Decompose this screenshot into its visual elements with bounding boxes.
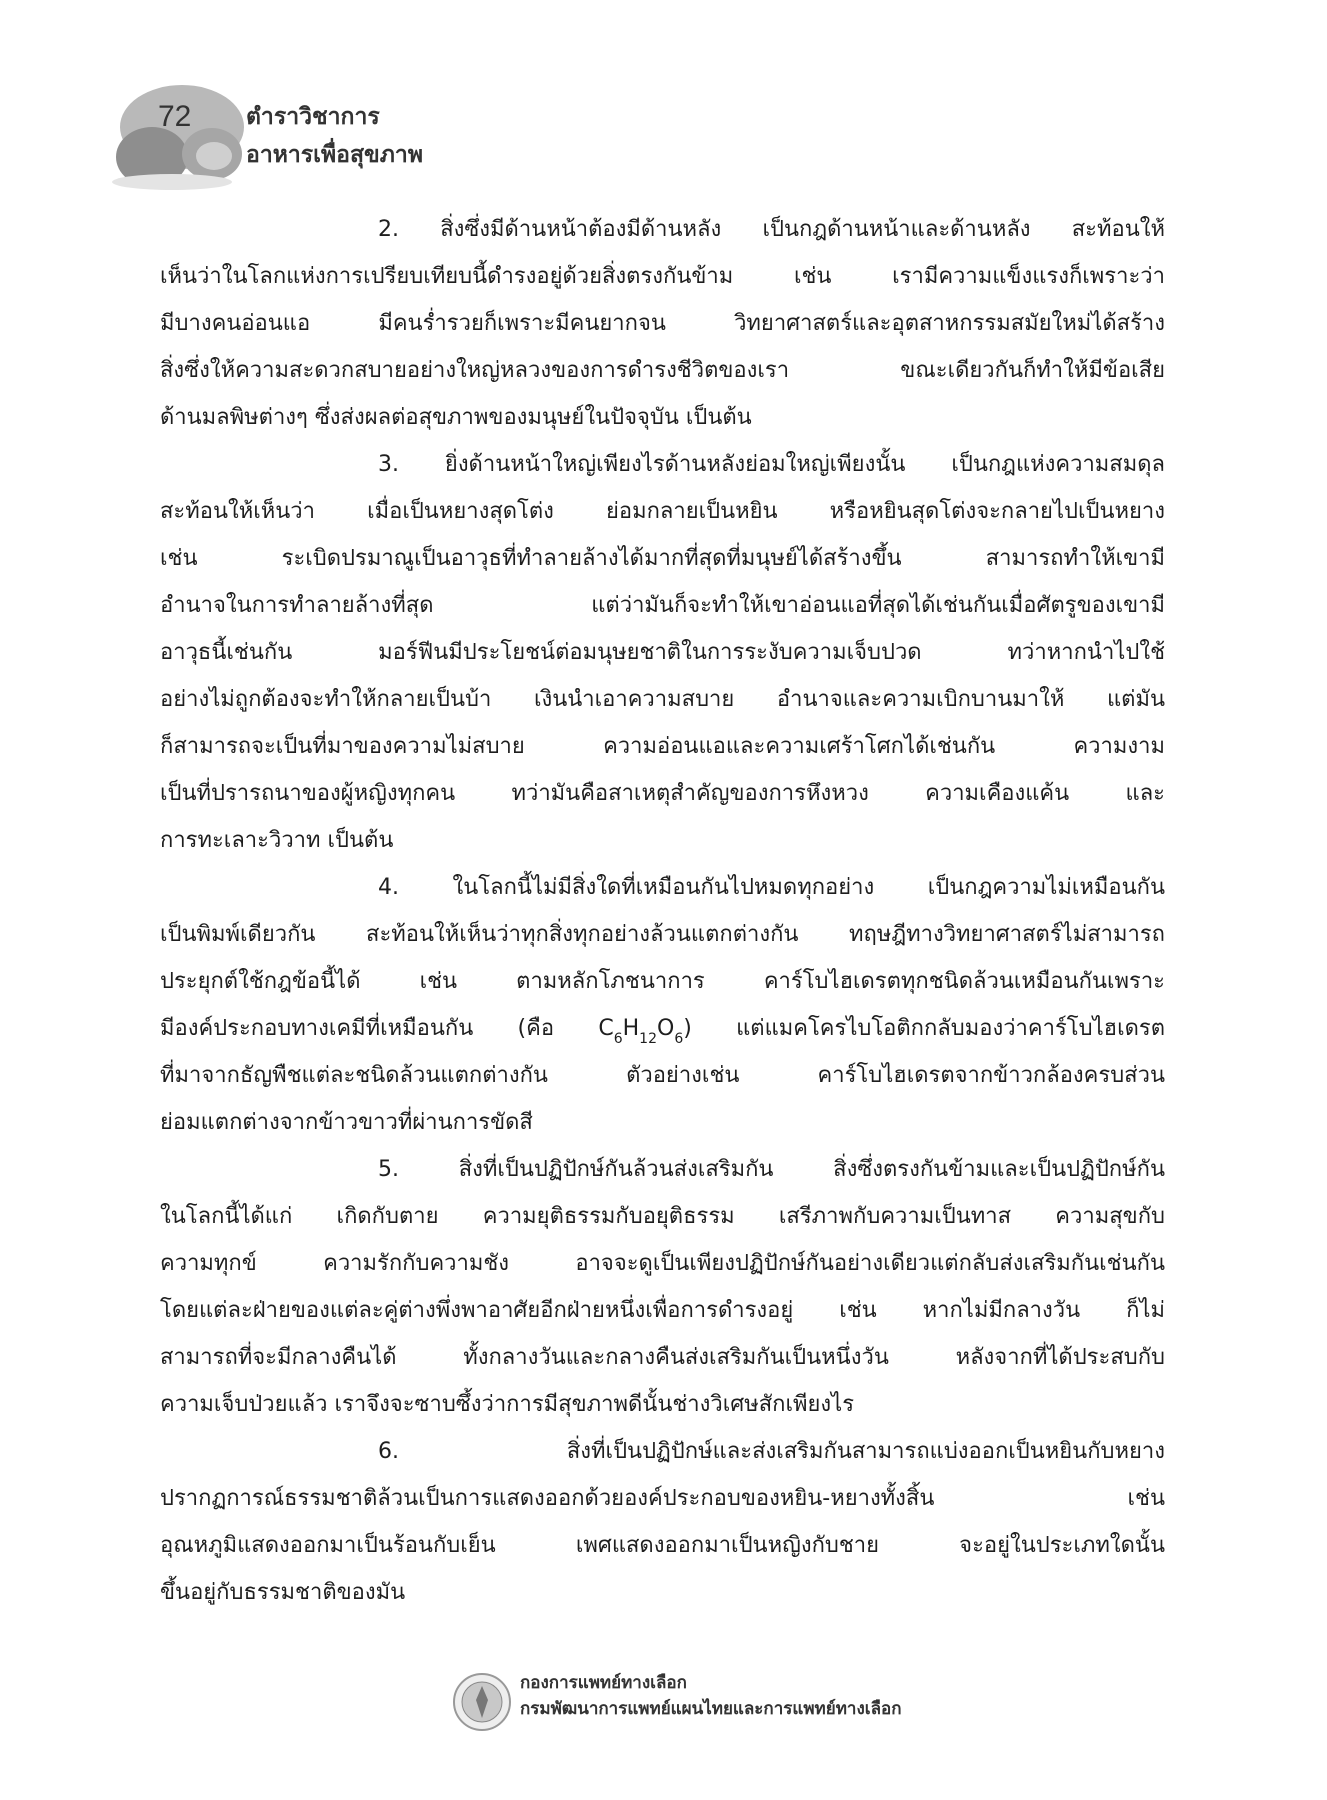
text-line: ปรากฏการณ์ธรรมชาติล้วนเป็นการแสดงออกด้วยองค์ประกอบของหยิน-หยางทั้งสิ้น เช่น [160,1486,1165,1511]
text-line: อาวุธนี้เช่นกัน มอร์ฟีนมีประโยชน์ต่อมนุษยชาติในการระงับความเจ็บปวด ทว่าหากนำไปใช้ [160,640,1165,665]
book-title-line2: อาหารเพื่อสุขภาพ [246,142,423,168]
formula-sub: 6 [674,1031,684,1047]
text-line: การทะเลาะวิวาท เป็นต้น [160,828,394,853]
text-line: เป็นที่ปรารถนาของผู้หญิงทุกคน ทว่ามันคือสาเหตุสำคัญของการหึงหวง ความเคืองแค้น และ [160,781,1165,806]
paragraph-2 [160,206,1165,441]
paragraph-3 [160,441,1165,864]
text-line-formula [160,1005,1165,1052]
text-line: มีบางคนอ่อนแอ มีคนร่ำรวยก็เพราะมีคนยากจน วิทยาศาสตร์และอุตสาหกรรมสมัยใหม่ได้สร้าง [160,311,1165,336]
book-title [246,98,423,174]
text-line: ขึ้นอยู่กับธรรมชาติของมัน [160,1580,406,1605]
text-line: ความเจ็บป่วยแล้ว เราจึงจะซาบซึ้งว่าการมีสุขภาพดีนั้นช่างวิเศษสักเพียงไร [160,1392,855,1417]
text-line: ในโลกนี้ได้แก่ เกิดกับตาย ความยุติธรรมกับอยุติธรรม เสรีภาพกับความเป็นทาส ความสุขกับ [160,1204,1165,1229]
formula-sub: 12 [639,1031,657,1047]
tomato-illustration-icon [112,82,247,192]
text-line: 4. ในโลกนี้ไม่มีสิ่งใดที่เหมือนกันไปหมดทุกอย่าง เป็นกฎความไม่เหมือนกัน [378,875,1165,900]
text-line: 5. สิ่งที่เป็นปฏิปักษ์กันล้วนส่งเสริมกัน สิ่งซึ่งตรงกันข้ามและเป็นปฏิปักษ์กัน [378,1157,1165,1182]
text-line: สิ่งซึ่งให้ความสะดวกสบายอย่างใหญ่หลวงของการดำรงชีวิตของเรา ขณะเดียวกันก็ทำให้มีข้อเสีย [160,358,1165,383]
text-line: เช่น ระเบิดปรมาณูเป็นอาวุธที่ทำลายล้างได้มากที่สุดที่มนุษย์ได้สร้างขึ้น สามารถทำให้เขามี [160,546,1165,571]
body-text [160,206,1165,1616]
paragraph-6 [160,1428,1165,1616]
text-line: อย่างไม่ถูกต้องจะทำให้กลายเป็นบ้า เงินนำเอาความสบาย อำนาจและความเบิกบานมาให้ แต่มัน [160,687,1165,712]
footer-line2: กรมพัฒนาการแพทย์แผนไทยและการแพทย์ทางเลือก [520,1699,902,1719]
text-line: โดยแต่ละฝ่ายของแต่ละคู่ต่างพึ่งพาอาศัยอีกฝ่ายหนึ่งเพื่อการดำรงอยู่ เช่น หากไม่มีกลางวัน ก็ไม่ [160,1298,1165,1323]
text-line: อำนาจในการทำลายล้างที่สุด แต่ว่ามันก็จะทำให้เขาอ่อนแอที่สุดได้เช่นกันเมื่อศัตรูของเขามี [160,593,1165,618]
paragraph-4 [160,864,1165,1146]
paragraph-5 [160,1146,1165,1428]
formula-atom: O [656,1016,675,1041]
text-line: สามารถที่จะมีกลางคืนได้ ทั้งกลางวันและกลางคืนส่งเสริมกันเป็นหนึ่งวัน หลังจากที่ได้ประสบกับ [160,1345,1165,1370]
text-line: ย่อมแตกต่างจากข้าวขาวที่ผ่านการขัดสี [160,1110,533,1135]
formula-before: มีองค์ประกอบทางเคมีที่เหมือนกัน (คือ C [160,1016,614,1041]
text-line: ความทุกข์ ความรักกับความชัง อาจจะดูเป็นเพียงปฏิปักษ์กันอย่างเดียวแต่กลับส่งเสริมกันเช่นกัน [160,1251,1165,1276]
formula-atom: H [622,1016,640,1041]
text-line: ด้านมลพิษต่างๆ ซึ่งส่งผลต่อสุขภาพของมนุษย์ในปัจจุบัน เป็นต้น [160,405,752,430]
text-line: ที่มาจากธัญพืชแต่ละชนิดล้วนแตกต่างกัน ตัวอย่างเช่น คาร์โบไฮเดรตจากข้าวกล้องครบส่วน [160,1063,1165,1088]
department-seal-icon [452,1672,512,1732]
text-line: เป็นพิมพ์เดียวกัน สะท้อนให้เห็นว่าทุกสิ่งทุกอย่างล้วนแตกต่างกัน ทฤษฎีทางวิทยาศาสตร์ไม่สามารถ [160,922,1165,947]
formula-sub: 6 [613,1031,623,1047]
text-line: 3. ยิ่งด้านหน้าใหญ่เพียงไรด้านหลังย่อมใหญ่เพียงนั้น เป็นกฎแห่งความสมดุล [378,452,1165,477]
page-number: 72 [158,100,192,133]
text-line: 2. สิ่งซึ่งมีด้านหน้าต้องมีด้านหลัง เป็นกฎด้านหน้าและด้านหลัง สะท้อนให้ [378,217,1165,242]
text-line: เห็นว่าในโลกแห่งการเปรียบเทียบนี้ดำรงอยู่ด้วยสิ่งตรงกันข้าม เช่น เรามีความแข็งแรงก็เพราะว่า [160,264,1165,289]
text-line: ประยุกต์ใช้กฎข้อนี้ได้ เช่น ตามหลักโภชนาการ คาร์โบไฮเดรตทุกชนิดล้วนเหมือนกันเพราะ [160,969,1165,994]
text-line: ก็สามารถจะเป็นที่มาของความไม่สบาย ความอ่อนแอและความเศร้าโศกได้เช่นกัน ความงาม [160,734,1165,759]
text-line: 6. สิ่งที่เป็นปฏิปักษ์และส่งเสริมกันสามารถแบ่งออกเป็นหยินกับหยาง [378,1439,1165,1464]
text-line: อุณหภูมิแสดงออกมาเป็นร้อนกับเย็น เพศแสดงออกมาเป็นหญิงกับชาย จะอยู่ในประเภทใดนั้น [160,1533,1165,1558]
book-title-line1: ตำราวิชาการ [246,104,380,130]
text-line: สะท้อนให้เห็นว่า เมื่อเป็นหยางสุดโต่ง ย่อมกลายเป็นหยิน หรือหยินสุดโต่งจะกลายไปเป็นหยาง [160,499,1165,524]
footer-line1: กองการแพทย์ทางเลือก [520,1673,687,1693]
footer-text [520,1670,902,1722]
formula-after: ) แต่แมคโครไบโอติกกลับมองว่าคาร์โบไฮเดรต [683,1016,1165,1041]
